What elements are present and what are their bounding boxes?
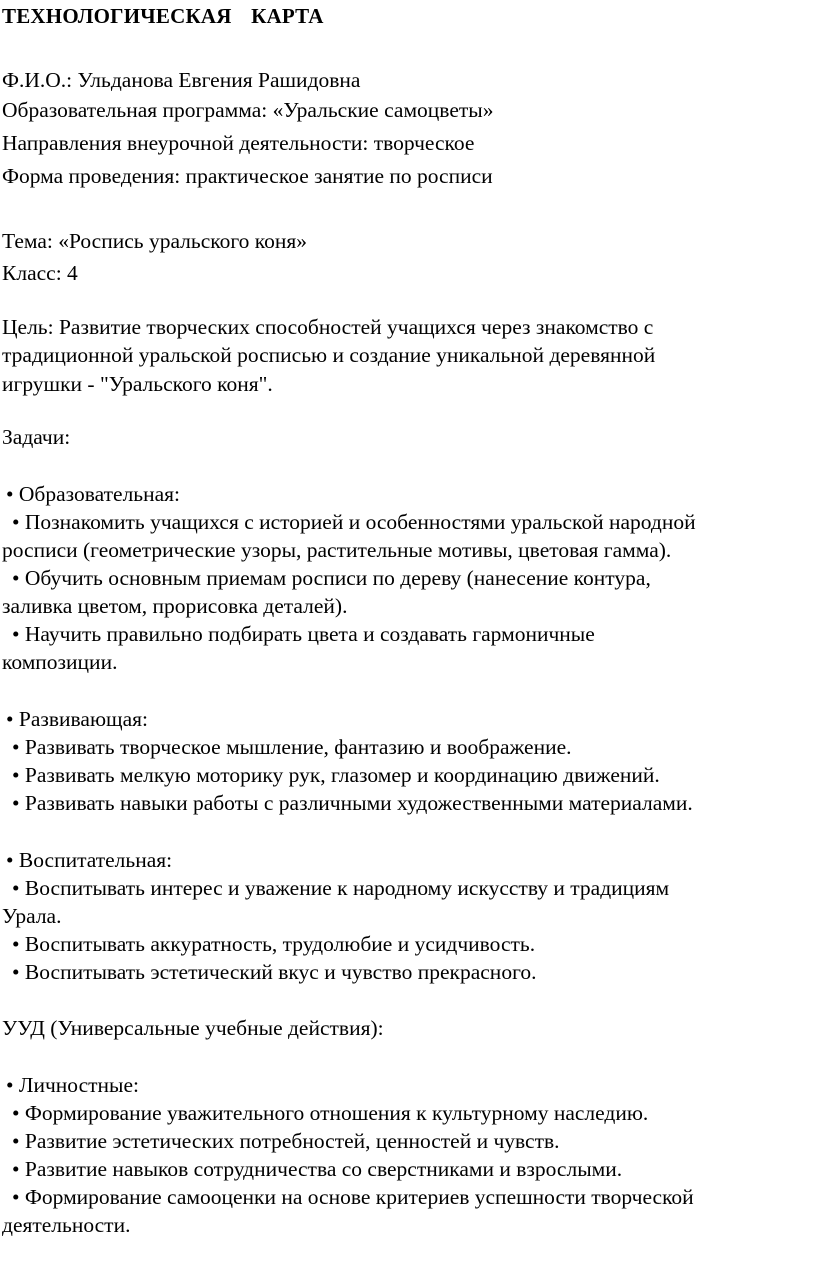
developing-item: • Развивать навыки работы с различными художественными материалами. <box>12 791 693 815</box>
educational-item: композиции. <box>2 650 118 674</box>
goal-line: игрушки - "Уральского коня". <box>2 372 273 396</box>
fio-line: Ф.И.О.: Ульданова Евгения Рашидовна <box>2 68 361 92</box>
educational-item: • Научить правильно подбирать цвета и создавать гармоничные <box>12 622 595 646</box>
personal-item: • Формирование уважительного отношения к культурному наследию. <box>12 1101 649 1125</box>
personal-item: • Развитие навыков сотрудничества со сверстниками и взрослыми. <box>12 1157 623 1181</box>
upbringing-heading: • Воспитательная: <box>6 848 173 872</box>
educational-item: • Обучить основным приемам росписи по дереву (нанесение контура, <box>12 566 651 590</box>
upbringing-item: • Воспитывать эстетический вкус и чувство прекрасного. <box>12 960 537 984</box>
developing-item: • Развивать мелкую моторику рук, глазомер и координацию движений. <box>12 763 660 787</box>
educational-item: заливка цветом, прорисовка деталей). <box>2 594 348 618</box>
document-title: ТЕХНОЛОГИЧЕСКАЯ КАРТА <box>2 4 324 28</box>
personal-item: • Формирование самооценки на основе критериев успешности творческой <box>12 1185 694 1209</box>
form-line: Форма проведения: практическое занятие по росписи <box>2 164 493 188</box>
developing-heading: • Развивающая: <box>6 707 148 731</box>
topic-line: Тема: «Роспись уральского коня» <box>2 229 308 253</box>
uud-heading: УУД (Универсальные учебные действия): <box>2 1016 384 1040</box>
tasks-heading: Задачи: <box>2 425 71 449</box>
personal-item: деятельности. <box>2 1213 131 1237</box>
goal-line: Цель: Развитие творческих способностей учащихся через знакомство с <box>2 315 654 339</box>
upbringing-item: Урала. <box>2 904 62 928</box>
upbringing-item: • Воспитывать аккуратность, трудолюбие и усидчивость. <box>12 932 536 956</box>
educational-item: • Познакомить учащихся с историей и особенностями уральской народной <box>12 510 696 534</box>
goal-line: традиционной уральской росписью и создание уникальной деревянной <box>2 343 656 367</box>
upbringing-item: • Воспитывать интерес и уважение к народному искусству и традициям <box>12 876 670 900</box>
educational-heading: • Образовательная: <box>6 482 181 506</box>
grade-line: Класс: 4 <box>2 261 78 285</box>
educational-item: росписи (геометрические узоры, растительные мотивы, цветовая гамма). <box>2 538 672 562</box>
personal-item: • Развитие эстетических потребностей, ценностей и чувств. <box>12 1129 560 1153</box>
direction-line: Направления внеурочной деятельности: творческое <box>2 131 475 155</box>
program-line: Образовательная программа: «Уральские самоцветы» <box>2 98 494 122</box>
personal-heading: • Личностные: <box>6 1073 139 1097</box>
developing-item: • Развивать творческое мышление, фантазию и воображение. <box>12 735 572 759</box>
